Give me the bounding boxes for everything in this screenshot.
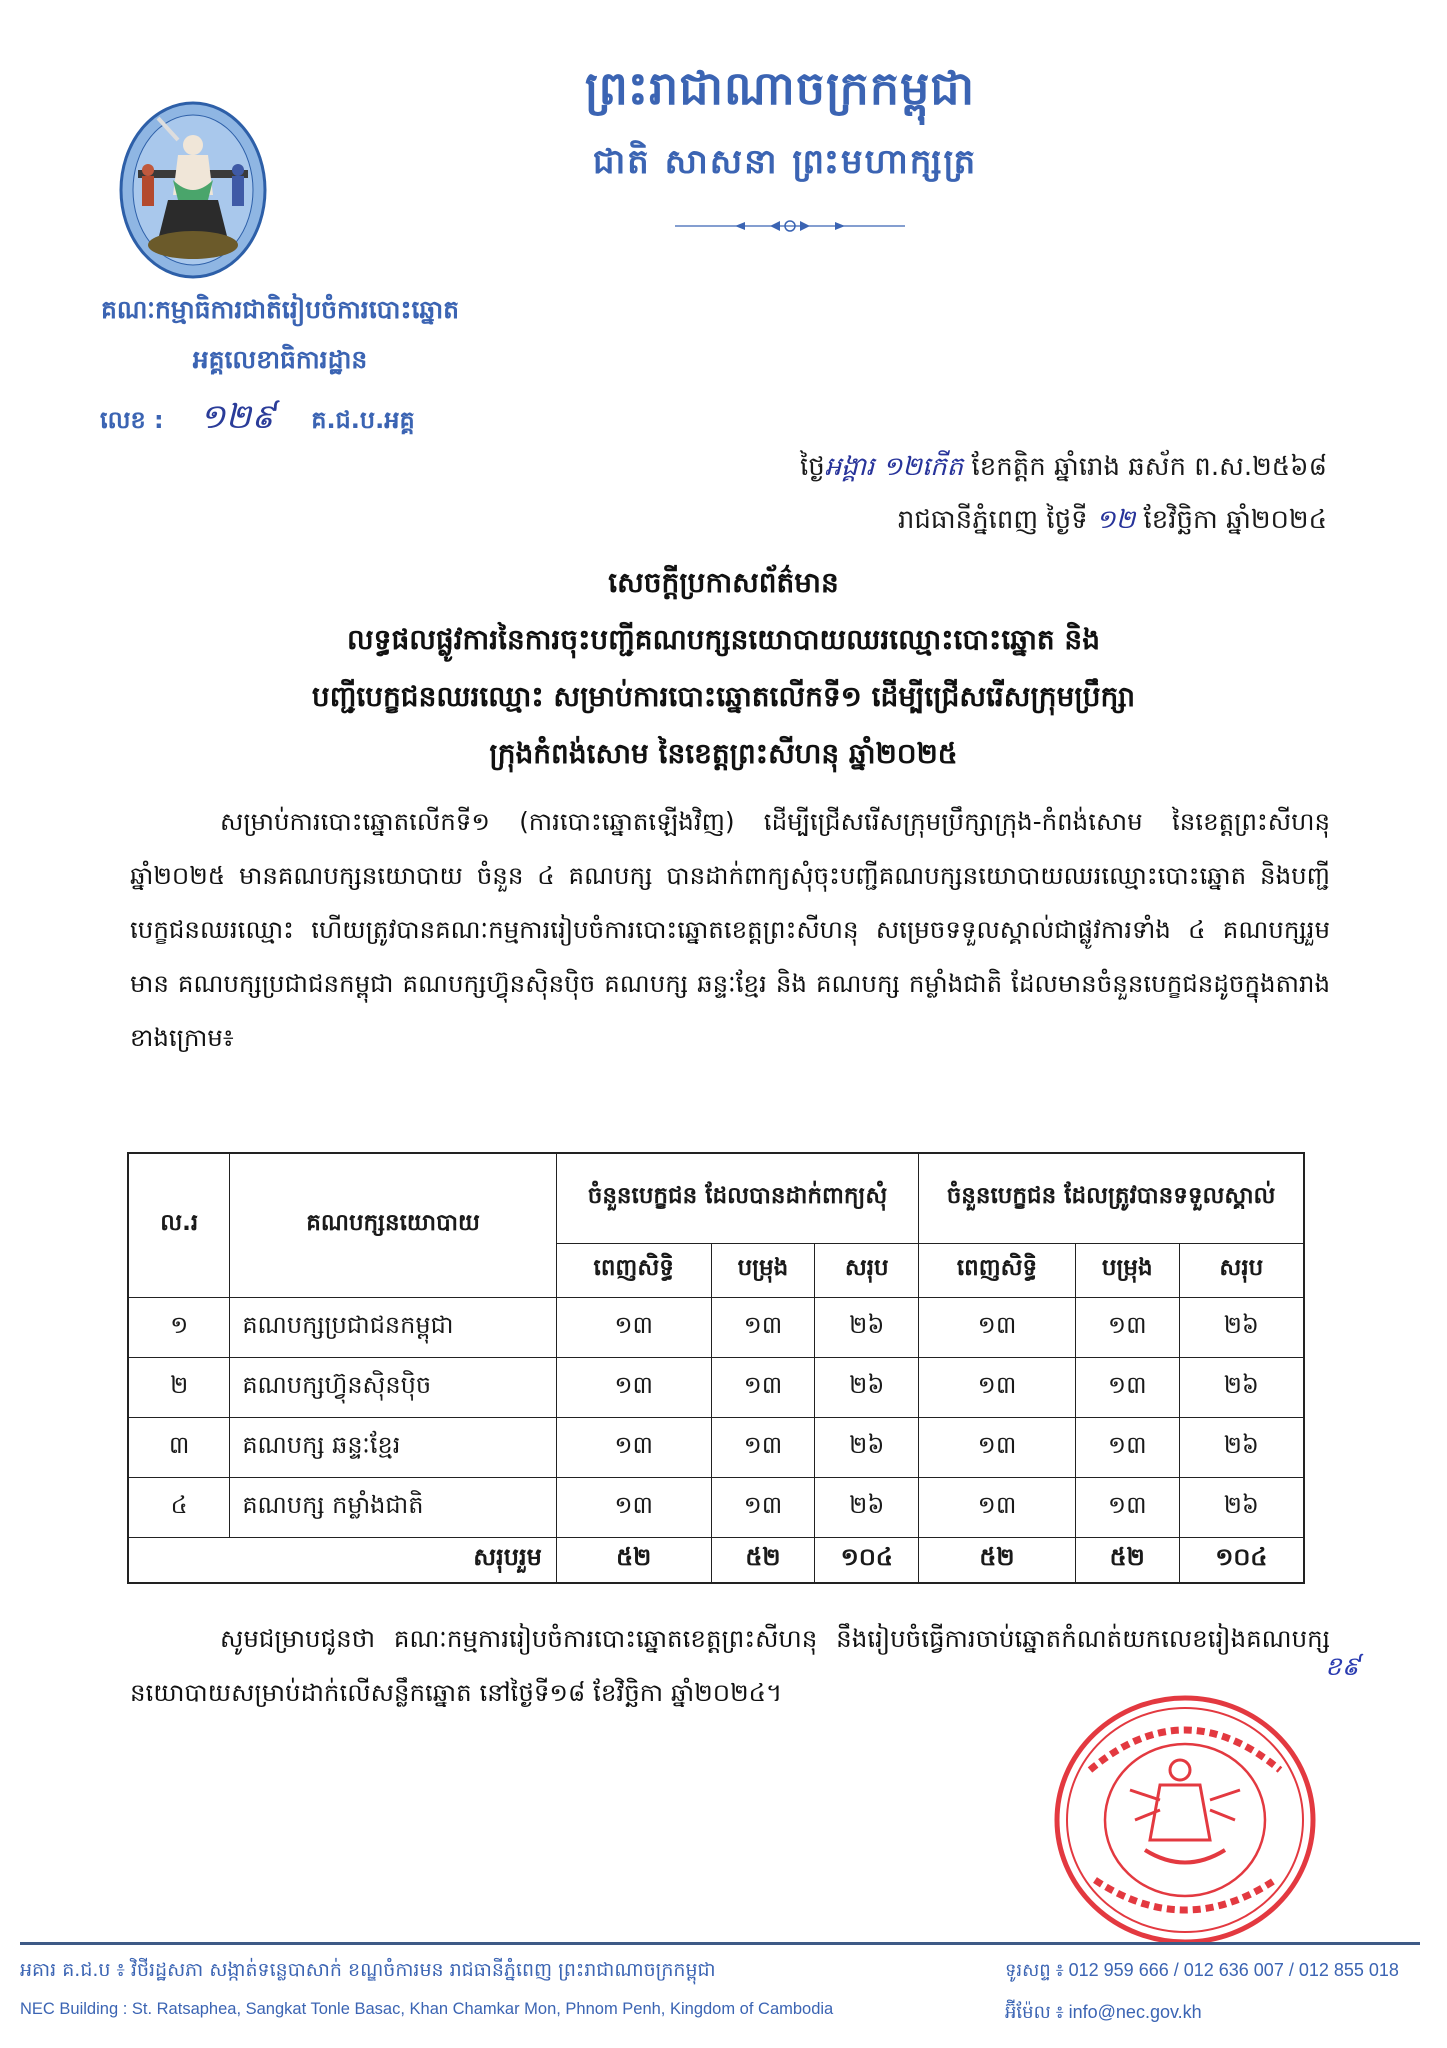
solar-date-prefix: រាជធានីភ្នំពេញ ថ្ងៃទី: [897, 505, 1096, 535]
submitted-reserve: ១៣: [711, 1357, 815, 1417]
handwritten-initials: ខ៩: [1325, 1652, 1360, 1682]
footer-address-khmer: អគារ គ.ជ.ប ៖ វិថីរដ្ឋសភា សង្កាត់ទន្លេបាសាក់ ខណ្ឌចំការមន រាជធានីភ្នំពេញ ព្រះរាជាណាចក្រកម្ពុជា: [20, 1959, 716, 1981]
recognized-reserve: ១៣: [1075, 1477, 1179, 1537]
recognized-full: ១៣: [919, 1297, 1076, 1357]
party-name: គណបក្ស កម្លាំងជាតិ: [230, 1477, 557, 1537]
phone-numbers: 012 959 666 / 012 636 007 / 012 855 018: [1068, 1960, 1399, 1980]
body-paragraph-1: [130, 795, 1330, 1065]
recognized-reserve: ១៣: [1075, 1297, 1179, 1357]
official-seal-icon: [1050, 1690, 1320, 1950]
submitted-full: ១៣: [556, 1477, 711, 1537]
col-header-submitted-full: ពេញសិទ្ធិ: [556, 1243, 711, 1297]
col-header-recognized-full: ពេញសិទ្ធិ: [919, 1243, 1076, 1297]
body-paragraph-1-text: សម្រាប់ការបោះឆ្នោតលើកទី១ (ការបោះឆ្នោតឡើងវិញ) ដើម្បីជ្រើសរើសក្រុមប្រឹក្សាក្រុង-កំពង់សោម នៃខេត្តព្រះសីហនុ ឆ្នាំ២០២៥ មានគណបក្សនយោបាយ ចំនួន ៤ គណបក្ស បានដាក់ពាក្យសុំចុះបញ្ជីគណបក្សនយោបាយឈរឈ្មោះបោះឆ្នោត និងបញ្ជីបេក្ខជនឈរឈ្មោះ ហើយត្រូវបានគណៈកម្មការរៀបចំការបោះឆ្នោតខេត្តព្រះសីហនុ សម្រេចទទួលស្គាល់ជាផ្លូវការទាំង ៤ គណបក្សរួមមាន គណបក្សប្រជាជនកម្ពុជា គណបក្សហ៊្វុនស៊ិនប៉ិច គណបក្ស ឆន្ទៈខ្មែរ និង គណបក្ស កម្លាំងជាតិ ដែលមានចំនួនបេក្ខជនដូចក្នុងតារាងខាងក្រោម៖: [130, 807, 1330, 1052]
col-group-submitted: ចំនួនបេក្ខជន ដែលបានដាក់ពាក្យសុំ: [556, 1153, 918, 1243]
document-subtitle-line-1: លទ្ធផលផ្លូវការនៃការចុះបញ្ជីគណបក្សនយោបាយឈរឈ្មោះបោះឆ្នោត និង: [347, 623, 1100, 656]
nec-emblem-icon: [118, 100, 268, 280]
organization-name: គណៈកម្មាធិការជាតិរៀបចំការបោះឆ្នោត: [100, 295, 460, 324]
submitted-reserve: ១៣: [711, 1297, 815, 1357]
submitted-total: ២៦: [815, 1357, 919, 1417]
body-paragraph-2-text: សូមជម្រាបជូនថា គណៈកម្មការរៀបចំការបោះឆ្នោតខេត្តព្រះសីហនុ នឹងរៀបចំធ្វើការចាប់ឆ្នោតកំណត់យកលេខរៀងគណបក្សនយោបាយសម្រាប់ដាក់លើសន្លឹកឆ្នោត នៅថ្ងៃទី១៨ ខែវិច្ឆិកា ឆ្នាំ២០២៤។: [130, 1624, 1330, 1707]
col-header-submitted-reserve: បម្រុង: [711, 1243, 815, 1297]
col-header-party: គណបក្សនយោបាយ: [230, 1153, 557, 1297]
col-header-recognized-total: សរុប: [1179, 1243, 1304, 1297]
table-row: [128, 1477, 1304, 1537]
email-address[interactable]: info@nec.gov.kh: [1068, 2002, 1202, 2022]
total-recognized-total: ១០៤: [1179, 1537, 1304, 1583]
submitted-total: ២៦: [815, 1297, 919, 1357]
footer-email: [1005, 2000, 1202, 2027]
ornament-divider-icon: [675, 218, 905, 232]
recognized-total: ២៦: [1179, 1417, 1304, 1477]
submitted-full: ១៣: [556, 1357, 711, 1417]
document-title: សេចក្តីប្រកាសព័ត៌មាន: [608, 566, 839, 599]
lunar-date: [800, 450, 1327, 488]
solar-date-rest: ខែវិច្ឆិកា ឆ្នាំ២០២៤: [1135, 505, 1327, 535]
submitted-full: ១៣: [556, 1417, 711, 1477]
col-group-recognized: ចំនួនបេក្ខជន ដែលត្រូវបានទទួលស្គាល់: [919, 1153, 1304, 1243]
total-submitted-reserve: ៥២: [711, 1537, 815, 1583]
recognized-full: ១៣: [919, 1477, 1076, 1537]
party-name: គណបក្ស ឆន្ទៈខ្មែរ: [230, 1417, 557, 1477]
col-header-recognized-reserve: បម្រុង: [1075, 1243, 1179, 1297]
footer-phone: [1005, 1958, 1399, 1985]
submitted-total: ២៦: [815, 1477, 919, 1537]
row-number: ២: [128, 1357, 230, 1417]
table-row: [128, 1417, 1304, 1477]
table-total-row: [128, 1537, 1304, 1583]
footer-divider: [20, 1942, 1420, 1945]
submitted-reserve: ១៣: [711, 1417, 815, 1477]
total-submitted-full: ៥២: [556, 1537, 711, 1583]
kingdom-heading: ព្រះរាជាណាចក្រកម្ពុជា: [584, 61, 976, 115]
solar-date: [898, 503, 1327, 541]
ref-number: ១២៩: [199, 397, 276, 437]
reference-number-row: [100, 395, 415, 445]
row-number: ៤: [128, 1477, 230, 1537]
document-subtitle-line-2: បញ្ជីបេក្ខជនឈរឈ្មោះ សម្រាប់ការបោះឆ្នោតលើកទី១ ដើម្បីជ្រើសរើសក្រុមប្រឹក្សា: [311, 680, 1136, 713]
total-label: សរុបរួម: [128, 1537, 556, 1583]
organization-department: អគ្គលេខាធិការដ្ឋាន: [192, 345, 368, 374]
total-recognized-reserve: ៥២: [1075, 1537, 1179, 1583]
submitted-total: ២៦: [815, 1417, 919, 1477]
recognized-reserve: ១៣: [1075, 1357, 1179, 1417]
party-name: គណបក្សប្រជាជនកម្ពុជា: [230, 1297, 557, 1357]
total-submitted-total: ១០៤: [815, 1537, 919, 1583]
row-number: ៣: [128, 1417, 230, 1477]
recognized-total: ២៦: [1179, 1297, 1304, 1357]
recognized-full: ១៣: [919, 1417, 1076, 1477]
recognized-full: ១៣: [919, 1357, 1076, 1417]
recognized-total: ២៦: [1179, 1357, 1304, 1417]
document-subtitle-line-3: ក្រុងកំពង់សោម នៃខេត្តព្រះសីហនុ ឆ្នាំ២០២៥: [489, 737, 958, 770]
email-label: អ៊ីម៉ែល ៖: [1005, 2002, 1069, 2022]
lunar-date-rest: ខែកត្តិក ឆ្នាំរោង ឆស័ក ព.ស.២៥៦៨: [963, 452, 1327, 482]
recognized-total: ២៦: [1179, 1477, 1304, 1537]
national-motto: ជាតិ សាសនា ព្រះមហាក្សត្រ: [592, 142, 978, 182]
lunar-date-prefix: ថ្ងៃ: [800, 452, 825, 482]
row-number: ១: [128, 1297, 230, 1357]
submitted-full: ១៣: [556, 1297, 711, 1357]
party-name: គណបក្សហ៊្វុនស៊ិនប៉ិច: [230, 1357, 557, 1417]
table-row: [128, 1297, 1304, 1357]
ref-suffix: គ.ជ.ប.អគ្គ: [311, 406, 415, 434]
col-header-submitted-total: សរុប: [815, 1243, 919, 1297]
submitted-reserve: ១៣: [711, 1477, 815, 1537]
ref-label: លេខ :: [100, 406, 164, 434]
table-row: [128, 1357, 1304, 1417]
recognized-reserve: ១៣: [1075, 1417, 1179, 1477]
lunar-date-handwritten: អង្គារ ១២កើត: [824, 452, 964, 482]
col-header-no: ល.រ: [128, 1153, 230, 1297]
solar-date-day: ១២: [1095, 505, 1136, 535]
candidate-count-table: [127, 1152, 1305, 1584]
footer-address-english: NEC Building : St. Ratsaphea, Sangkat Tonle Basac, Khan Chamkar Mon, Phnom Penh, Kingdom of Cambodia: [20, 2000, 834, 2018]
total-recognized-full: ៥២: [919, 1537, 1076, 1583]
phone-label: ទូរសព្ទ ៖: [1005, 1960, 1069, 1980]
